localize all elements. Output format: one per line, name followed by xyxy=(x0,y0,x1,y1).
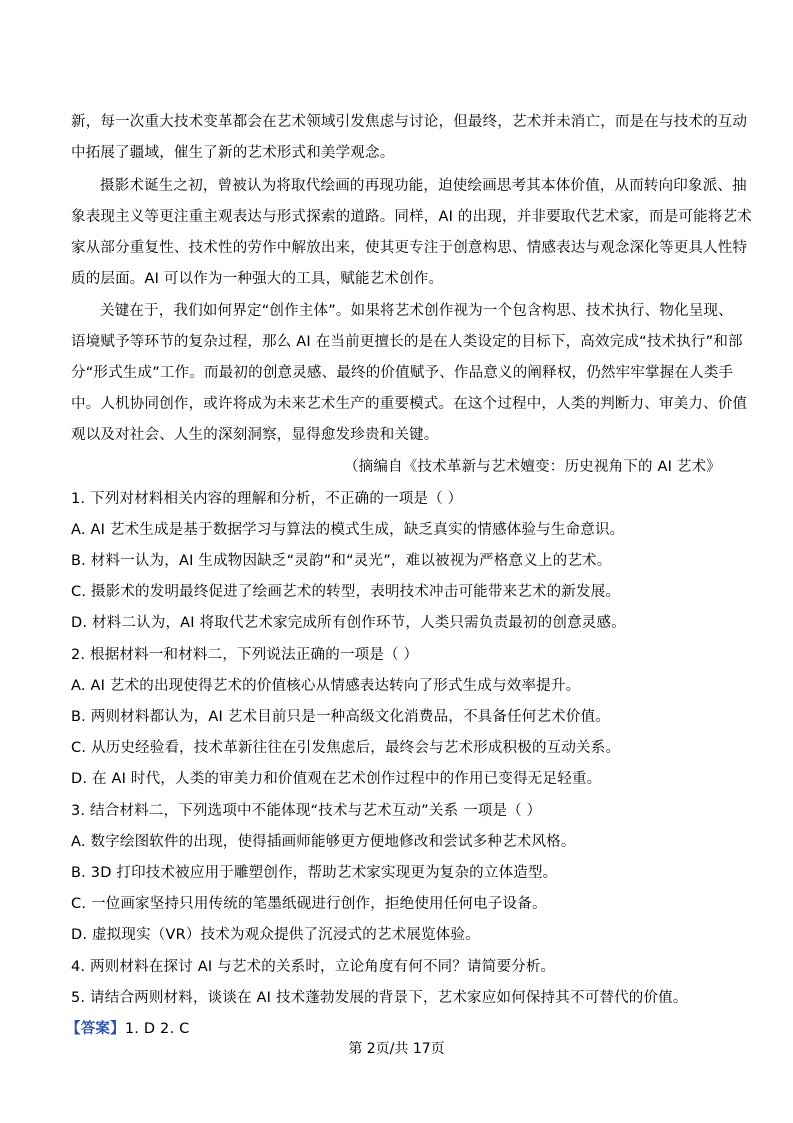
paragraph-3-line-2: 语境赋予等环节的复杂过程，那么 AI 在当前更擅长的是在人类设定的目标下，高效完成“技术执行”和部 xyxy=(71,334,743,350)
question-3-stem: 3. 结合材料二，下列选项中不能体现“技术与艺术互动”关系 一项是（ ） xyxy=(71,803,542,819)
paragraph-2-line-2: 象表现主义等更注重主观表达与形式探索的道路。同样，AI 的出现，并非要取代艺术家，而是可能将艺术 xyxy=(71,209,752,225)
page-footer: 第 2页/共 17页 xyxy=(348,1041,445,1057)
question-1-option-a: A. AI 艺术生成是基于数据学习与算法的模式生成，缺乏真实的情感体验与生命意识。 xyxy=(71,522,625,538)
paragraph-1-line-2: 中拓展了疆域，催生了新的艺术形式和美学观念。 xyxy=(71,145,395,161)
paragraph-2-line-3: 家从部分重复性、技术性的劳作中解放出来，使其更专注于创意构思、情感表达与观念深化等更具人性特 xyxy=(71,240,748,256)
question-2-option-d: D. 在 AI 时代，人类的审美力和价值观在艺术创作过程中的作用已变得无足轻重。 xyxy=(71,771,602,787)
question-4: 4. 两则材料在探讨 AI 与艺术的关系时，立论角度有何不同？请简要分析。 xyxy=(71,959,556,975)
answer-label: 【答案】 xyxy=(66,1021,125,1037)
paragraph-2-line-4: 质的层面。AI 可以作为一种强大的工具，赋能艺术创作。 xyxy=(71,271,444,287)
question-3-option-d: D. 虚拟现实（VR）技术为观众提供了沉浸式的艺术展览体验。 xyxy=(71,927,480,943)
question-1-option-d: D. 材料二认为，AI 将取代艺术家完成所有创作环节，人类只需负责最初的创意灵感。 xyxy=(71,615,626,631)
paragraph-3-line-5: 观以及对社会、人生的深刻洞察，显得愈发珍贵和关键。 xyxy=(71,427,439,443)
question-1-option-b: B. 材料一认为，AI 生成物因缺乏“灵韵”和“灵光”，难以被视为严格意义上的艺术。 xyxy=(71,553,612,569)
question-2-stem: 2. 根据材料一和材料二，下列说法正确的一项是（ ） xyxy=(71,647,419,663)
question-1-stem: 1. 下列对材料相关内容的理解和分析，不正确的一项是（ ） xyxy=(71,491,463,507)
source-citation: （摘编自《技术革新与艺术嬗变：历史视角下的 AI 艺术》 xyxy=(343,459,721,475)
question-2-option-c: C. 从历史经验看，技术革新往往在引发焦虑后，最终会与艺术形成积极的互动关系。 xyxy=(71,740,621,756)
paragraph-1-line-1: 新，每一次重大技术变革都会在艺术领域引发焦虑与讨论，但最终，艺术并未消亡，而是在与技术的互动 xyxy=(71,114,748,130)
question-3-option-b: B. 3D 打印技术被应用于雕塑创作，帮助艺术家实现更为复杂的立体造型。 xyxy=(71,865,558,881)
question-3-option-a: A. 数字绘图软件的出现，使得插画师能够更方便地修改和尝试多种艺术风格。 xyxy=(71,834,576,850)
question-1-option-c: C. 摄影术的发明最终促进了绘画艺术的转型，表明技术冲击可能带来艺术的新发展。 xyxy=(71,584,621,600)
paragraph-3-line-1: 关键在于，我们如何界定“创作主体”。如果将艺术创作视为一个包含构思、技术执行、物化呈现、 xyxy=(100,303,733,319)
paragraph-3-line-3: 分“形式生成”工作。而最初的创意灵感、最终的价值赋予、作品意义的阐释权，仍然牢牢掌握在人类手 xyxy=(71,365,734,381)
paragraph-2-line-1: 摄影术诞生之初，曾被认为将取代绘画的再现功能，迫使绘画思考其本体价值，从而转向印象派、抽 xyxy=(100,178,747,194)
answer-text: 1. D 2. C xyxy=(124,1021,190,1037)
question-2-option-a: A. AI 艺术的出现使得艺术的价值核心从情感表达转向了形式生成与效率提升。 xyxy=(71,678,581,694)
question-5: 5. 请结合两则材料，谈谈在 AI 技术蓬勃发展的背景下，艺术家应如何保持其不可替代的价值。 xyxy=(71,990,688,1006)
question-3-option-c: C. 一位画家坚持只用传统的笔墨纸砚进行创作，拒绝使用任何电子设备。 xyxy=(71,896,547,912)
paragraph-3-line-4: 中。人机协同创作，或许将成为未来艺术生产的重要模式。在这个过程中，人类的判断力、审美力、价值 xyxy=(71,396,748,412)
question-2-option-b: B. 两则材料都认为，AI 艺术目前只是一种高级文化消费品，不具备任何艺术价值。 xyxy=(71,709,610,725)
answer-line xyxy=(66,1019,716,1039)
